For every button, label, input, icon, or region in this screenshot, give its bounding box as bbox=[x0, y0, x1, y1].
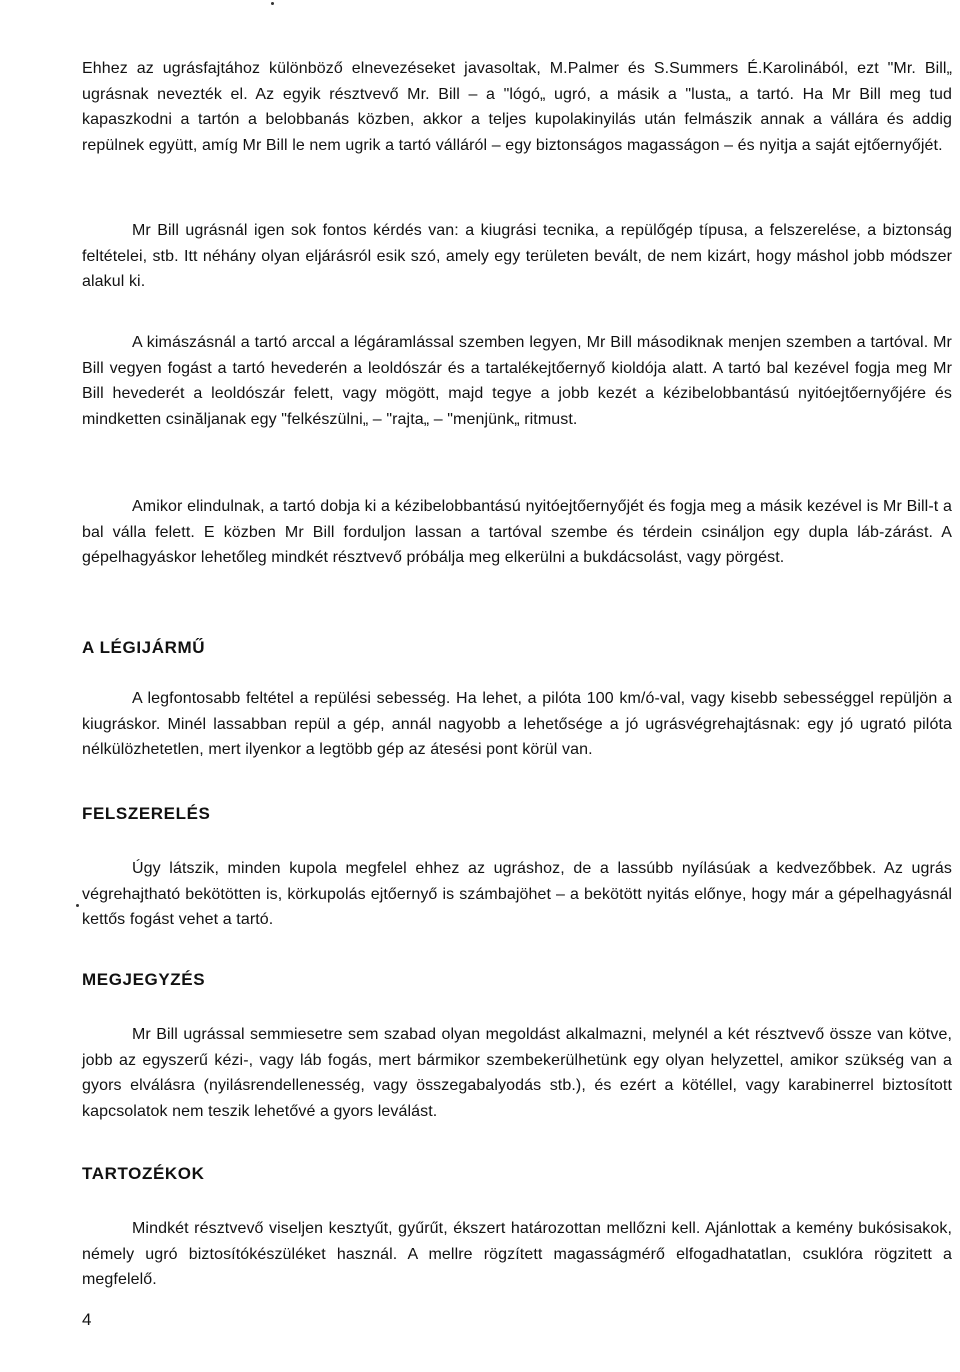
heading-accessories: TARTOZÉKOK bbox=[82, 1164, 205, 1183]
paragraph-aircraft: A legfontosabb feltétel a repülési sebesség. Ha lehet, a pilóta 100 km/ó-val, vagy kisebb sebességgel repüljön a kiugráskor. Minél lassabban repül a gép, annál nagyobb a lehetősége a jó ugrásvégrehajtásnak: egy jó ugrató pilóta nélkülözhetetlen, mert ilyenkor a legtöbb gép az átesési pont körül van. bbox=[82, 690, 952, 758]
scan-speck-mark bbox=[271, 2, 274, 5]
page-number: 4 bbox=[82, 1310, 92, 1329]
heading-equipment: FELSZERELÉS bbox=[82, 804, 211, 823]
paragraph-climb-out: A kimászásnál a tartó arccal a légáramlással szemben legyen, Mr Bill másodiknak menjen szemben a tartóval. Mr Bill vegyen fogást a tartó hevederén a leoldószár és a tartalékejtőernyő kioldója alatt. A tartó bal kezével fogja meg Mr Bill hevederét a leoldószár felett, vagy mögött, majd tegye a jobb kezét a kézibelobbantású nyitóejtőernyőjére és mindketten csinăljanak egy "felkészülni„ – "rajta„ – "menjünk„ ritmust. bbox=[82, 334, 952, 428]
paragraph-questions: Mr Bill ugrásnál igen sok fontos kérdés van: a kiugrási tecnika, a repülőgép típusa, a felszerelése, a biztonság feltételei, stb. Itt néhány olyan eljárásról esik szó, amely egy területen bevált, de nem kizárt, hogy máshol jobb módszer alakul ki. bbox=[82, 222, 952, 290]
paragraph-mr-bill-intro: Ehhez az ugrásfajtához különböző elnevezéseket javasoltak, M.Palmer és S.Summers É.Karolinából, ezt "Mr. Bill„ ugrásnak nevezték el. Az egyik résztvevő Mr. Bill – a "lógó„ ugró, a másik a "lusta„ a tartó. Ha Mr Bill meg tud kapaszkodni a tartón a belobbanás közben, akkor a teljes kupolakinyilás után felmászik annak a vállára és addig repülnek együtt, amíg Mr Bill le nem ugrik a tartó válláról – egy biztonságos magasságon – és nyitja a saját ejtőernyőjét. bbox=[82, 60, 952, 154]
heading-aircraft: A LÉGIJÁRMŰ bbox=[82, 638, 206, 657]
scan-speck-mark bbox=[76, 904, 79, 907]
paragraph-note: Mr Bill ugrással semmiesetre sem szabad olyan megoldást alkalmazni, melynél a két résztvevő össze van kötve, jobb az egyszerű kézi-, vagy láb fogás, mert bármikor szembekerülhetünk egy olyan helyzettel, amikor szükség van a gyors elválásra (nyilásrendellenesség, vagy összegabalyodás stb.), és ezért a kötéllel, vagy karabinerrel biztosított kapcsolatok nem teszik lehetővé a gyors leválást. bbox=[82, 1026, 952, 1120]
paragraph-equipment: Úgy látszik, minden kupola megfelel ehhez az ugráshoz, de a lassúbb nyílásúak a kedvezőbbek. Az ugrás végrehajtható bekötötten is, körkupolás ejtőernyő is számbajöhet – a bekötött nyitás előnye, hogy már a gépelhagyásnál kettős fogást vehet a tartó. bbox=[82, 860, 952, 928]
heading-note: MEGJEGYZÉS bbox=[82, 970, 206, 989]
paragraph-accessories: Mindkét résztvevő viseljen kesztyűt, gyűrűt, ékszert határozottan mellőzni kell. Ajánlottak a kemény bukósisakok, némely ugró biztosítókészüléket használ. A mellre rögzített magasságmérő elfogadhatatlan, csuklóra rögzitett a megfelelő. bbox=[82, 1220, 952, 1288]
paragraph-departure: Amikor elindulnak, a tartó dobja ki a kézibelobbantású nyitóejtőernyőjét és fogja meg a másik kezével is Mr Bill-t a bal válla felett. E közben Mr Bill forduljon lassan a tartóval szembe és térdein csináljon egy dupla láb-zárást. A gépelhagyáskor lehetőleg mindkét résztvevő próbálja meg elkerülni a bukdácsolást, vagy pörgést. bbox=[82, 498, 952, 566]
